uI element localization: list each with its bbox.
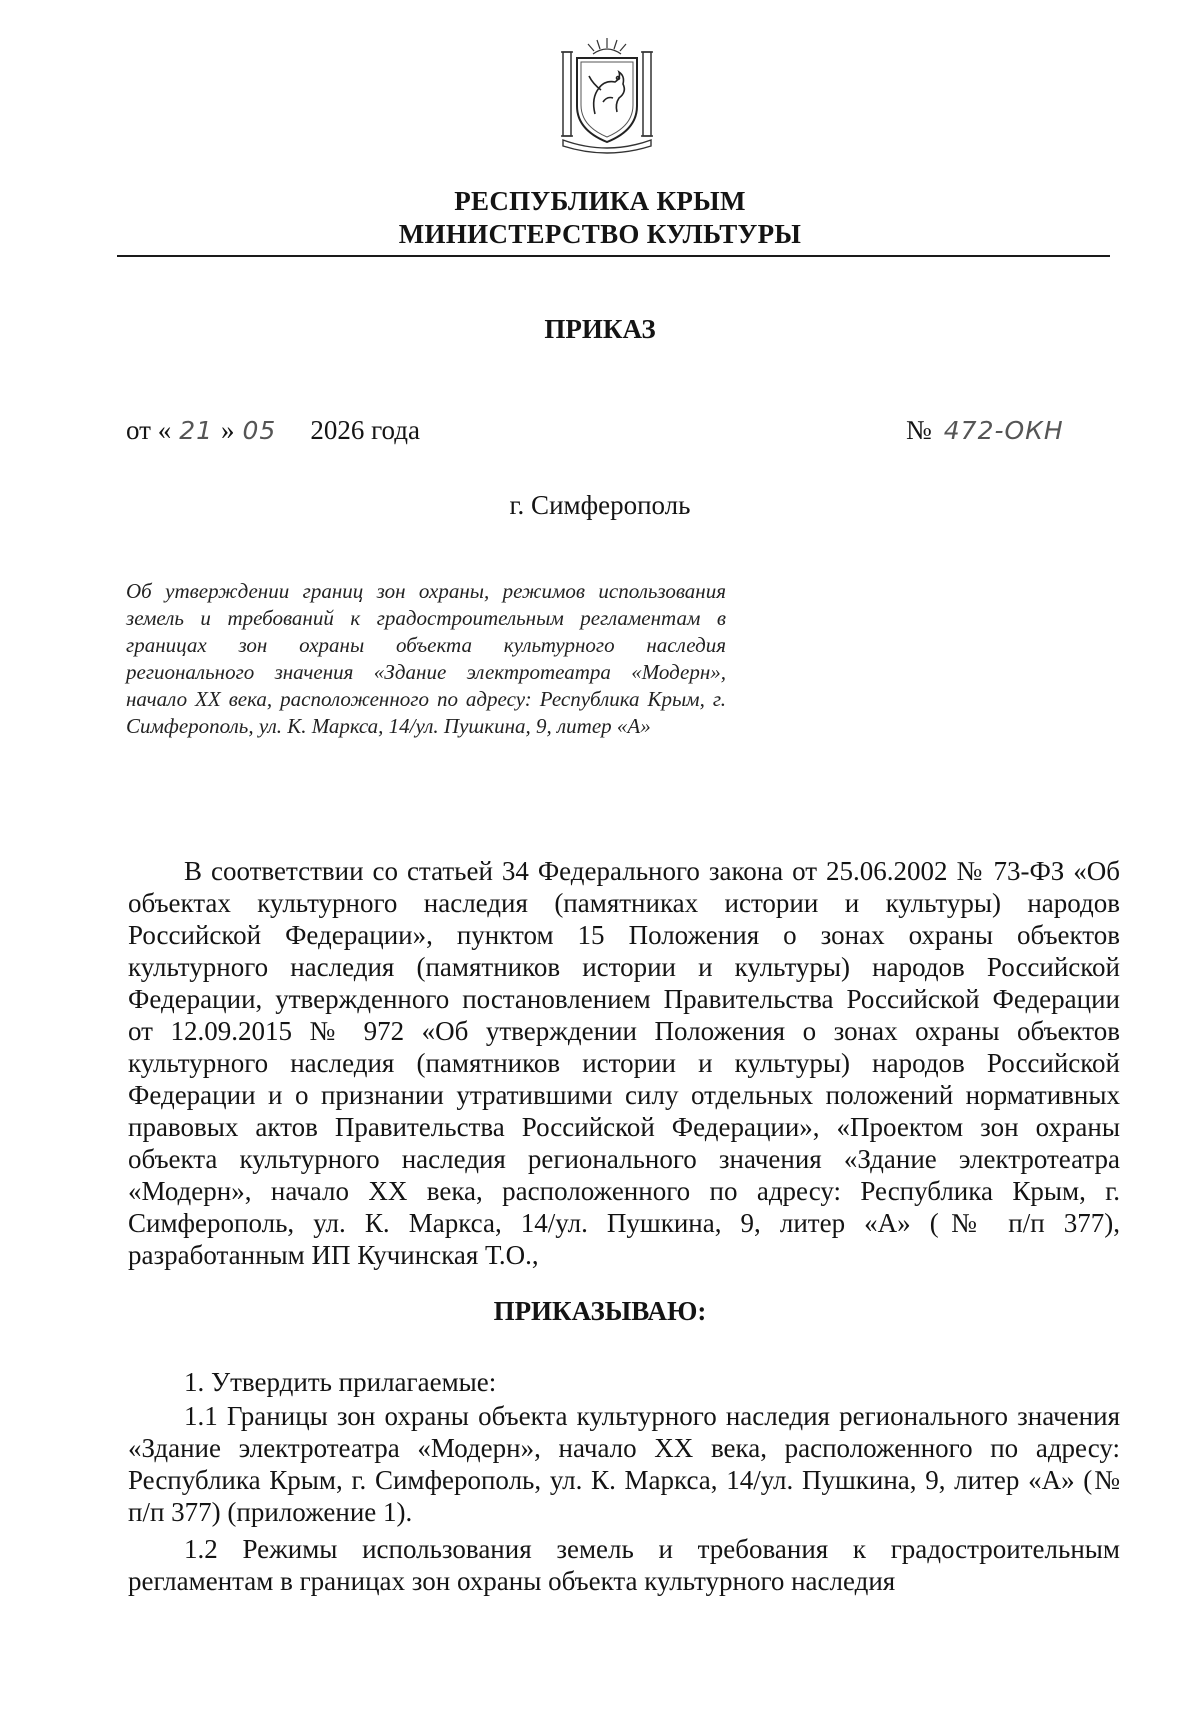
date-day-handwritten: 21 [179,416,214,445]
preamble-text: В соответствии со статьей 34 Федерального закона от 25.06.2002 № 73-ФЗ «Об объектах культурного наследия (памятниках истории и культуры) народов Российской Федерации», пунктом 15 Положения о зонах охраны объектов культурного наследия (памятников истории и культуры) народов Российской Федерации, утвержденного постановлением Правительства Российской Федерации от 12.09.2015 № 972 «Об утверждении Положения о зонах охраны объектов культурного наследия (памятников истории и культуры) народов Российской Федерации и о признании утратившими силу отдельных положений нормативных правовых актов Правительства Российской Федерации», «Проектом зон охраны объекта культурного наследия регионального значения «Здание электротеатра «Модерн», начало XX века, расположенного по адресу: Республика Крым, г. Симферополь, ул. К. Маркса, 14/ул. Пушкина, 9, литер «А» (№ п/п 377), разработанным ИП Кучинская Т.О., [128,856,1120,1270]
preamble-paragraph [128,855,1120,1271]
date-year: 2026 года [310,415,420,445]
order-date: от « 21 » 05 2026 года [126,415,420,445]
order-subject: Об утверждении границ зон охраны, режимов использования земель и требований к градостроительным регламентам в границах зон охраны объекта культурного наследия регионального значения «Здание электротеатра «Модерн», начало XX века, расположенного по адресу: Республика Крым, г. Симферополь, ул. К. Маркса, 14/ул. Пушкина, 9, литер «А» [126,579,726,738]
republic-heading: РЕСПУБЛИКА КРЫМ [454,186,746,216]
order-directive: ПРИКАЗЫВАЮ: [493,1296,707,1326]
city-line: г. Симферополь [509,490,691,520]
date-month-handwritten: 05 [242,416,277,445]
item-1-2 [128,1533,1120,1597]
ministry-heading: МИНИСТЕРСТВО КУЛЬТУРЫ [398,219,802,249]
date-prefix: от « [126,415,172,445]
item-1 [128,1366,1120,1398]
item-1-1-text: 1.1 Границы зон охраны объекта культурного наследия регионального значения «Здание электротеатра «Модерн», начало XX века, расположенного по адресу: Республика Крым, г. Симферополь, ул. К. Маркса, 14/ул. Пушкина, 9, литер «А» (№ п/п 377) (приложение 1). [128,1401,1120,1527]
number-prefix: № [906,415,932,445]
crimea-coat-of-arms-icon [557,32,657,156]
order-title: ПРИКАЗ [544,314,656,344]
item-1-1 [128,1400,1120,1528]
header-divider [117,255,1110,257]
number-handwritten: 472-ОКН [943,416,1064,445]
item-1-2-text: 1.2 Режимы использования земель и требования к градостроительным регламентам в границах зон охраны объекта культурного наследия [128,1534,1120,1596]
item-1-text: 1. Утвердить прилагаемые: [184,1367,497,1397]
order-number [906,415,1064,446]
